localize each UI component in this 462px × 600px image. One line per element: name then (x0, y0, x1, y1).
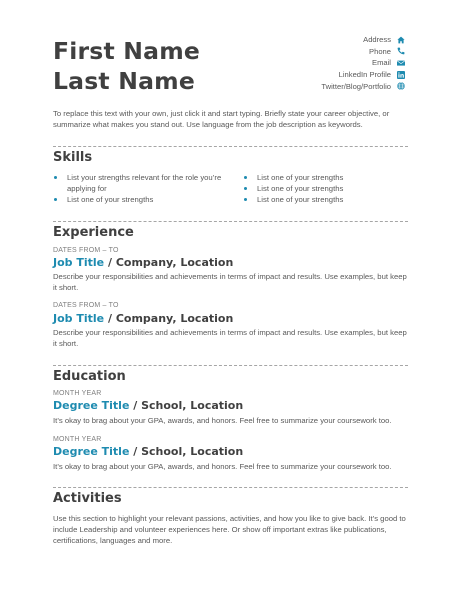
summary-text: To replace this text with your own, just click it and start typing. Briefly state your career objective, or summarize what makes you stand out. Use language from the job description as keywords. (53, 109, 390, 129)
job-description: Describe your responsibilities and achievements in terms of impact and results. Use examples, but keep it short. (53, 272, 407, 292)
job-title: Job Title (53, 312, 105, 325)
contact-phone-label: Phone (369, 46, 391, 56)
contact-email-label: Email (372, 58, 391, 68)
home-icon (397, 36, 405, 44)
activities-heading: Activities (53, 491, 122, 506)
contact-phone (185, 46, 405, 58)
job-title: Job Title (53, 256, 105, 269)
globe-icon (397, 82, 405, 90)
phone-icon (397, 47, 405, 55)
contact-block (185, 34, 405, 92)
contact-linkedin-label: LinkedIn Profile (338, 70, 391, 80)
contact-web (185, 80, 405, 92)
contact-email (185, 57, 405, 69)
education-description: It’s okay to brag about your GPA, awards, and honors. Feel free to summarize your coursework too. (53, 462, 392, 471)
last-name: Last Name (53, 67, 195, 95)
company-location: Company, Location (115, 312, 234, 325)
title-separator: / (129, 445, 142, 458)
company-location: Company, Location (115, 256, 234, 269)
experience-heading: Experience (53, 225, 134, 240)
divider (53, 365, 408, 366)
email-icon (397, 59, 405, 67)
contact-web-label: Twitter/Blog/Portfolio (321, 81, 391, 91)
skills-column-2 (243, 172, 408, 205)
divider (53, 146, 408, 147)
skill-item: List one of your strengths (53, 194, 231, 205)
first-name: First Name (53, 37, 201, 65)
skill-item: List one of your strengths (243, 194, 408, 205)
linkedin-icon (397, 71, 405, 79)
job-title-line (53, 312, 233, 325)
education-date: MONTH YEAR (53, 390, 102, 397)
skill-item: List your strengths relevant for the role you’re applying for (53, 172, 231, 194)
contact-address (185, 34, 405, 46)
contact-address-label: Address (363, 35, 391, 45)
skills-column-1 (53, 172, 231, 205)
education-heading: Education (53, 369, 126, 384)
contact-linkedin (185, 69, 405, 81)
job-dates: DATES FROM – TO (53, 302, 119, 309)
skill-item: List one of your strengths (243, 172, 408, 183)
degree-title-line (53, 445, 243, 458)
job-dates: DATES FROM – TO (53, 247, 119, 254)
title-separator: / (104, 312, 116, 325)
school-location: School, Location (141, 399, 244, 412)
skill-item: List one of your strengths (243, 183, 408, 194)
education-date: MONTH YEAR (53, 436, 102, 443)
skills-heading: Skills (53, 150, 93, 165)
activities-description: Use this section to highlight your relevant passions, activities, and how you like to give back. It’s good to include Leadership and volunteer experiences here. Or show off important extras like publications, certifications, languages and more. (53, 514, 406, 545)
degree-title-line (53, 399, 243, 412)
divider (53, 221, 408, 222)
job-description: Describe your responsibilities and achievements in terms of impact and results. Use examples, but keep it short. (53, 328, 407, 348)
degree-title: Degree Title (53, 399, 130, 412)
candidate-name (53, 36, 200, 96)
school-location: School, Location (141, 445, 244, 458)
degree-title: Degree Title (53, 445, 130, 458)
education-description: It’s okay to brag about your GPA, awards, and honors. Feel free to summarize your coursework too. (53, 416, 392, 425)
job-title-line (53, 256, 233, 269)
title-separator: / (129, 399, 142, 412)
title-separator: / (104, 256, 116, 269)
divider (53, 487, 408, 488)
